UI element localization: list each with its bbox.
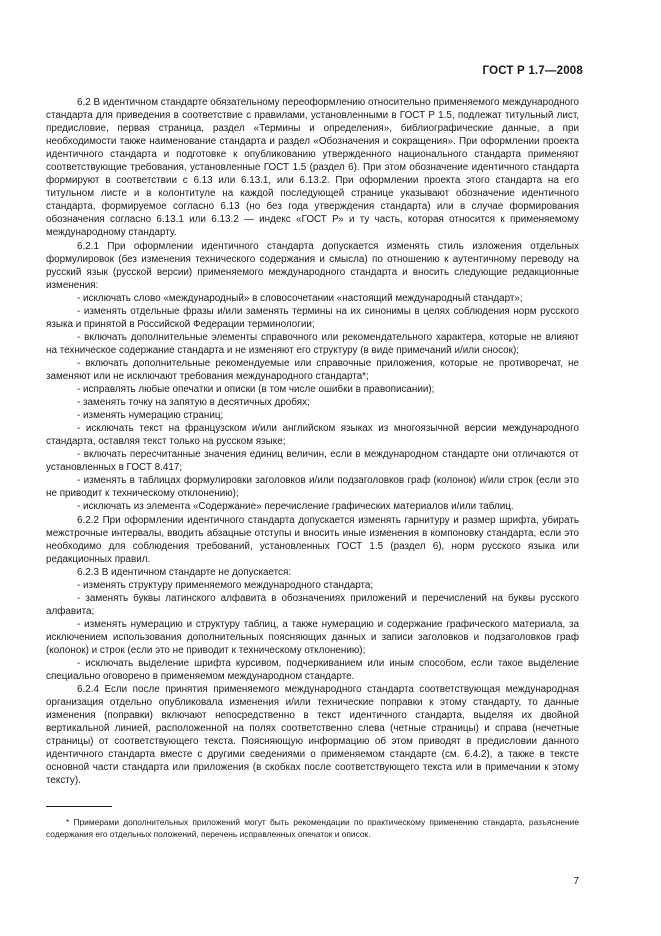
footnote-text: * Примерами дополнительных приложений могут быть рекомендации по практическому применению стандарта, разъяснение содержания его отдельных положений, перечень исправленных опечаток и описок. xyxy=(46,817,579,840)
list-item: - включать дополнительные элементы справочного или рекомендательного характера, которые не влияют на техническое содержание стандарта и не изменяют его структуру (в виде примечаний и/или сносок); xyxy=(46,331,579,356)
list-item: - исключать текст на французском и/или английском языках из многоязычной версии международного стандарта, оставляя текст только на русском языке; xyxy=(46,423,579,448)
list-item: - изменять нумерацию страниц; xyxy=(77,410,224,422)
page-number: 7 xyxy=(573,876,579,887)
paragraph-6-2-4: 6.2.4 Если после принятия применяемого международного стандарта соответствующая международная организация отдельно опубликовала изменения и/или технические поправки к этому стандарту, то данные изменения (поправки) включают непосредственно в текст идентичного стандарта, выделяя их двойной вертикальной линией, расположенной на полях соответственно слева (четные страницы) и справа (нечетные страницы) от соответствующего текста. Поясняющую информацию об этом приводят в предисловии данного идентичного стандарта вместе с другими сведениями о применяемом стандарте (см. 6.4.2), а также в тексте основной части стандарта или приложения (в скобках после соответствующего текста или в примечании к этому тексту). xyxy=(46,684,579,787)
paragraph-6-2-1: 6.2.1 При оформлении идентичного стандарта допускается изменять стиль изложения отдельных формулировок (без изменения технического содержания и смысла) по отношению к аутентичному переводу на русский язык (русской версии) применяемого международного стандарта и вносить следующие редакционные изменения: xyxy=(46,240,579,291)
list-item: - заменять точку на запятую в десятичных дробях; xyxy=(77,397,310,409)
list-item: - включать дополнительные рекомендуемые или справочные приложения, которые не противоречат, не заменяют или не исключают требования международного стандарта*; xyxy=(46,357,579,382)
paragraph-6-2-3: 6.2.3 В идентичном стандарте не допускается: xyxy=(77,566,292,578)
list-item: - изменять нумерацию и структуру таблиц, а также нумерацию и содержание графического материала, за исключением использования дополнительных поясняющих данных и записи заголовков и подзаголовков граф (колонок) и строк (если это не приводит к техническому отклонению); xyxy=(46,618,579,656)
document-header: ГОСТ Р 1.7—2008 xyxy=(482,65,583,77)
list-item: - исключать слово «международный» в словосочетании «настоящий международный стандарт»; xyxy=(77,292,523,304)
list-item: - исключать выделение шрифта курсивом, подчеркиванием или иным способом, если такое выделение специально оговорено в применяемом международном стандарте. xyxy=(46,658,579,683)
list-item: - изменять в таблицах формулировки заголовков и/или подзаголовков граф (колонок) и/или строк (если это не приводит к техническому отклонению); xyxy=(46,475,579,500)
list-item: - исправлять любые опечатки и описки (в том числе ошибки в правописании); xyxy=(77,384,435,396)
main-text xyxy=(46,96,579,787)
list-item: - изменять структуру применяемого международного стандарта; xyxy=(77,579,374,591)
list-item: - включать пересчитанные значения единиц величин, если в международном стандарте они отличаются от установленных в ГОСТ 8.417; xyxy=(46,449,579,474)
paragraph-6-2: 6.2 В идентичном стандарте обязательному переоформлению относительно применяемого международного стандарта для приведения в соответствие с правилами, установленными в ГОСТ Р 1.5, подлежат титульный лист, предисловие, первая страница, раздел «Термины и определения», библиографические данные, а при необходимости также наименование стандарта и раздел «Обозначения и сокращения». При оформлении проекта идентичного стандарта и подготовке к опубликованию утвержденного национального стандарта применяют соответствующие требования, установленные ГОСТ 1.5 (раздел 6). При этом обозначение идентичного стандарта формируют в соответствии с 6.13 или 6.13.1, или 6.13.2. При оформлении проекта этого стандарта на его титульном листе и в колонтитуле на каждой последующей странице указывают обозначение идентичного стандарта, формируемое согласно 6.13 (но без года утверждения стандарта) или в случае формирования обозначения согласно 6.13.1 или 6.13.2 — индекс «ГОСТ Р» и ту часть, которая относится к применяемому международному стандарту. xyxy=(46,97,579,239)
paragraph-6-2-2: 6.2.2 При оформлении идентичного стандарта допускается изменять гарнитуру и размер шрифта, убирать межстрочные интервалы, вводить абзацные отступы и вносить иные изменения в компоновку стандарта, если это необходимо для соблюдения требований, установленных ГОСТ 1.5 (раздел 6), норм русского языка или редакционных правил. xyxy=(46,514,579,565)
list-item: - изменять отдельные фразы и/или заменять термины на их синонимы в целях соблюдения норм русского языка и принятой в Российской Федерации терминологии; xyxy=(46,305,579,330)
footnote-divider xyxy=(46,806,112,807)
list-item: - исключать из элемента «Содержание» перечисление графических материалов и/или таблиц. xyxy=(77,501,514,513)
list-item: - заменять буквы латинского алфавита в обозначениях приложений и перечислений на буквы русского алфавита; xyxy=(46,592,579,617)
footnote xyxy=(46,816,579,840)
